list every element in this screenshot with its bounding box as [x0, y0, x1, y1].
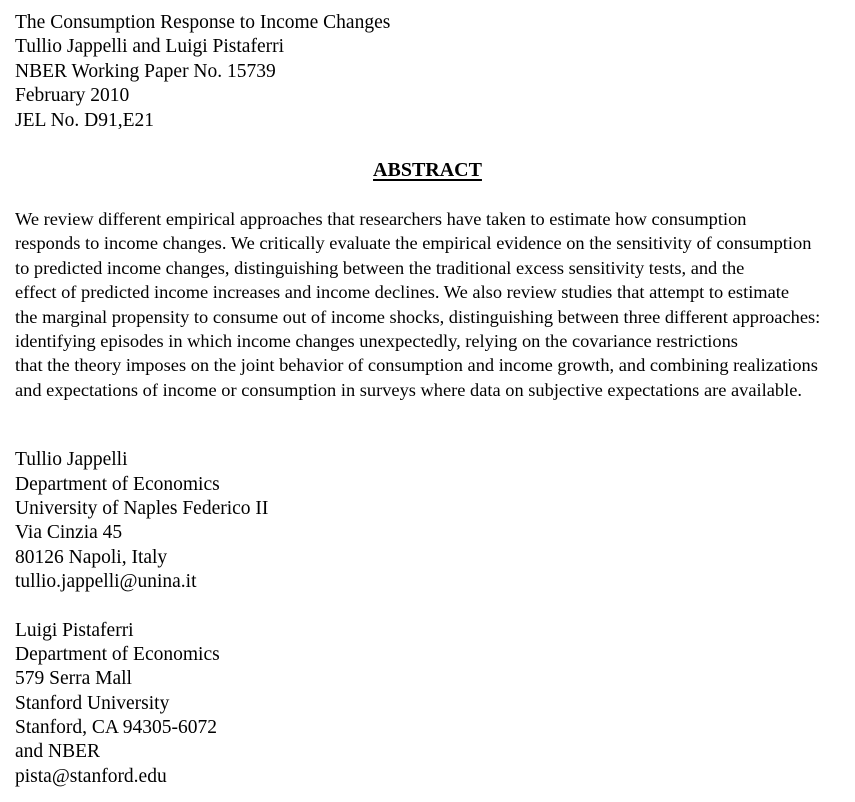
paper-authors: Tullio Jappelli and Luigi Pistaferri [15, 36, 285, 57]
author2-name: Luigi Pistaferri [15, 620, 134, 641]
author1-name: Tullio Jappelli [15, 449, 128, 470]
paper-series: NBER Working Paper No. 15739 [15, 61, 276, 82]
abstract-line: the marginal propensity to consume out of income shocks, distinguishing between three different approaches: [15, 306, 821, 327]
abstract-heading: ABSTRACT [373, 159, 482, 181]
author1-university: University of Naples Federico II [15, 498, 269, 519]
abstract-line: and expectations of income or consumption in surveys where data on subjective expectations are available. [15, 379, 802, 400]
abstract-line: responds to income changes. We critically evaluate the empirical evidence on the sensitivity of consumption [15, 233, 812, 254]
paper-jel: JEL No. D91,E21 [15, 110, 155, 131]
abstract-body [15, 207, 830, 402]
abstract-line: to predicted income changes, distinguishing between the traditional excess sensitivity tests, and the [15, 257, 745, 278]
author2-department: Department of Economics [15, 644, 220, 665]
author2-affiliation: and NBER [15, 741, 101, 762]
author2-email: pista@stanford.edu [15, 766, 167, 787]
paper-title: The Consumption Response to Income Changes [15, 12, 391, 33]
abstract-line: identifying episodes in which income changes unexpectedly, relying on the covariance restrictions [15, 331, 738, 352]
author1-city: 80126 Napoli, Italy [15, 547, 168, 568]
author1-email: tullio.jappelli@unina.it [15, 571, 197, 592]
abstract-line: that the theory imposes on the joint behavior of consumption and income growth, and combining realizations [15, 355, 818, 376]
abstract-line: We review different empirical approaches that researchers have taken to estimate how consumption [15, 209, 747, 229]
author1-street: Via Cinzia 45 [15, 522, 123, 543]
author1-department: Department of Economics [15, 474, 220, 495]
author2-city: Stanford, CA 94305-6072 [15, 717, 218, 738]
paper-date: February 2010 [15, 85, 130, 106]
author2-university: Stanford University [15, 693, 170, 714]
author2-street: 579 Serra Mall [15, 668, 132, 689]
abstract-line: effect of predicted income increases and income declines. We also review studies that attempt to estimate [15, 282, 790, 303]
